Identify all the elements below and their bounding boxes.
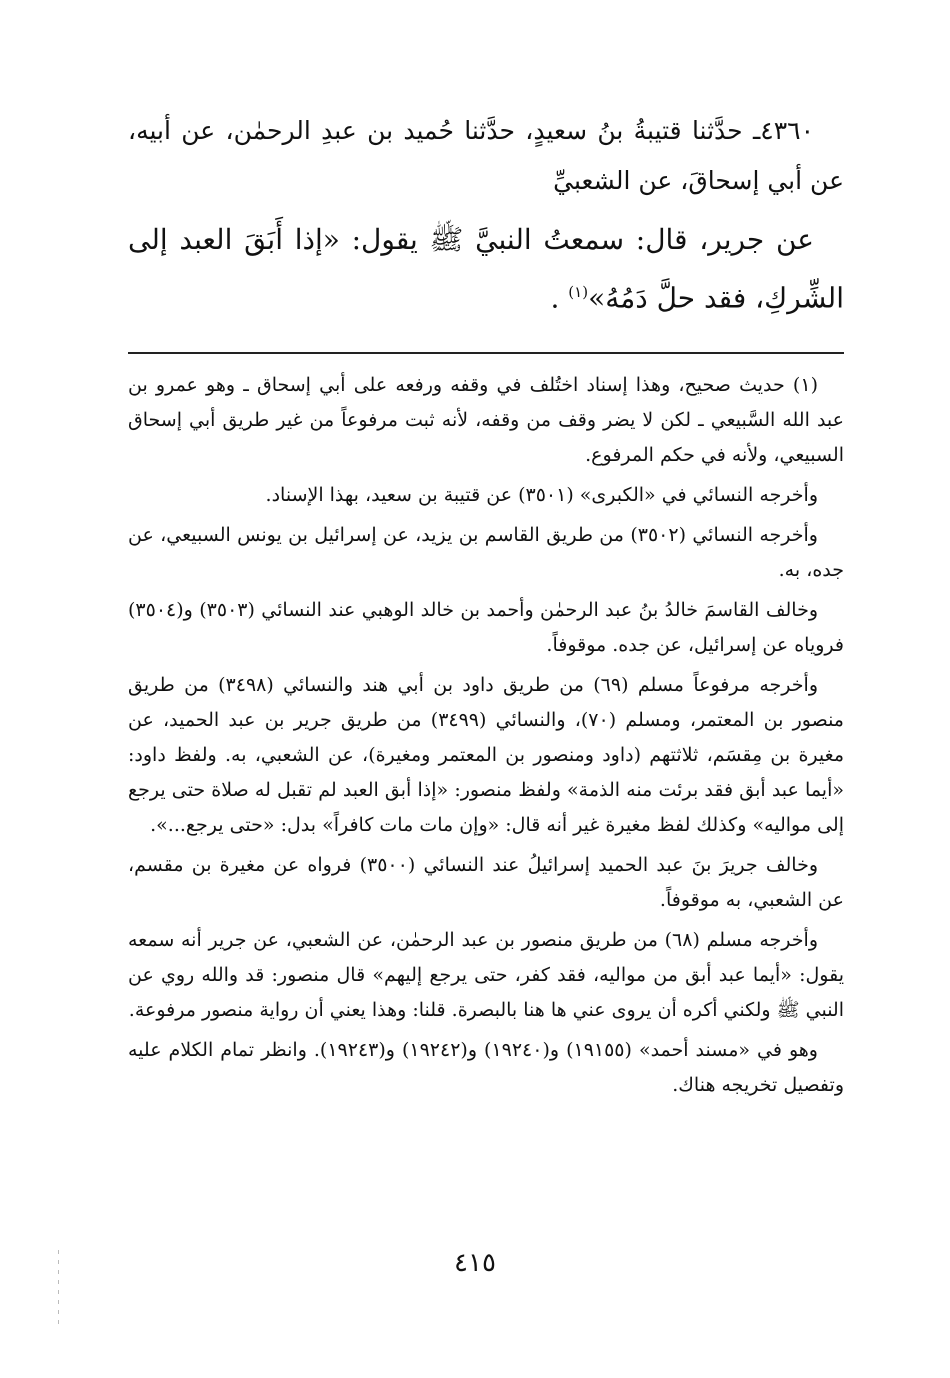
page-number: ٤١٥: [454, 1248, 496, 1278]
footnote-paragraph: وأخرجه مرفوعاً مسلم (٦٩) من طريق داود بن أبي هند والنسائي (٣٤٩٨) من طريق منصور بن المعتمر، ومسلم (٧٠)، والنسائي (٣٤٩٩) من طريق جرير بن عبد الحميد، عن مغيرة بن مِقسَم، ثلاثتهم (داود ومنصور بن المعتمر ومغيرة)، عن الشعبي، به. ولفظ داود: «أيما عبد أبق فقد برئت منه الذمة» ولفظ منصور: «إذا أبق العبد لم تقبل له صلاة حتى يرجع إلى مواليه» وكذلك لفظ مغيرة غير أنه قال: «وإن مات مات كافراً» بدل: «حتى يرجع...».: [128, 674, 844, 837]
footnote-paragraph: (١) حديث صحيح، وهذا إسناد اختُلف في وقفه ورفعه على أبي إسحاق ـ وهو عمرو بن عبد الله السَّبيعي ـ لكن لا يضر وقف من وقفه، لأنه ثبت مرفوعاً من غير طريق أبي إسحاق السبيعي، ولأنه في حكم المرفوع.: [128, 374, 844, 467]
footnote-paragraph: وخالف جريرَ بنَ عبد الحميد إسرائيلُ عند النسائي (٣٥٠٠) فرواه عن مغيرة بن مقسم، عن الشعبي، به موقوفاً.: [128, 854, 844, 912]
footnote-reference: (١): [568, 283, 589, 301]
footnote-paragraph: وأخرجه النسائي (٣٥٠٢) من طريق القاسم بن يزيد، عن إسرائيل بن يونس السبيعي، عن جده، به.: [128, 524, 844, 582]
footnote-paragraph: وأخرجه النسائي في «الكبرى» (٣٥٠١) عن قتيبة بن سعيد، بهذا الإسناد.: [265, 484, 818, 507]
footnote-divider: [128, 352, 844, 354]
footnote-paragraph: وأخرجه مسلم (٦٨) من طريق منصور بن عبد الرحمٰن، عن الشعبي، عن جرير أنه سمعه يقول: «أيما عبد أبق من مواليه، فقد كفر، حتى يرجع إليهم» قال منصور: قد والله روي عن النبي ﷺ ولكني أكره أن يروى عني ها هنا بالبصرة. قلنا: وهذا يعني أن رواية منصور مرفوعة.: [128, 929, 844, 1022]
page-body: [128, 106, 844, 1108]
hadith-matn: عن جرير، قال: سمعتُ النبيَّ ﷺ يقول: «إذا أَبَقَ العبد إلى الشِّركِ، فقد حلَّ دَمُهُ»$^{(١)}$ .: [128, 223, 844, 315]
hadith-isnad: ٤٣٦٠ـ حدَّثنا قتيبةُ بنُ سعيدٍ، حدَّثنا حُميد بن عبدِ الرحمٰن، عن أبيه، عن أبي إسحاقَ، عن الشعبيِّ: [128, 116, 844, 195]
footnotes-section: [128, 368, 844, 1103]
footnote-paragraph: وهو في «مسند أحمد» (١٩١٥٥) و(١٩٢٤٠) و(١٩٢٤٢) و(١٩٢٤٣). وانظر تمام الكلام عليه وتفصيل تخريجه هناك.: [128, 1039, 844, 1097]
hadith-matn-text: عن جرير، قال: سمعتُ النبيَّ ﷺ يقول: «إذا أَبَقَ العبد إلى الشِّركِ، فقد حلَّ دَمُهُ»: [128, 223, 844, 315]
footnote-paragraph: وخالف القاسمَ خالدُ بنُ عبد الرحمٰن وأحمد بن خالد الوهبي عند النسائي (٣٥٠٣) و(٣٥٠٤) فروياه عن إسرائيل، عن جده. موقوفاً.: [128, 599, 844, 657]
